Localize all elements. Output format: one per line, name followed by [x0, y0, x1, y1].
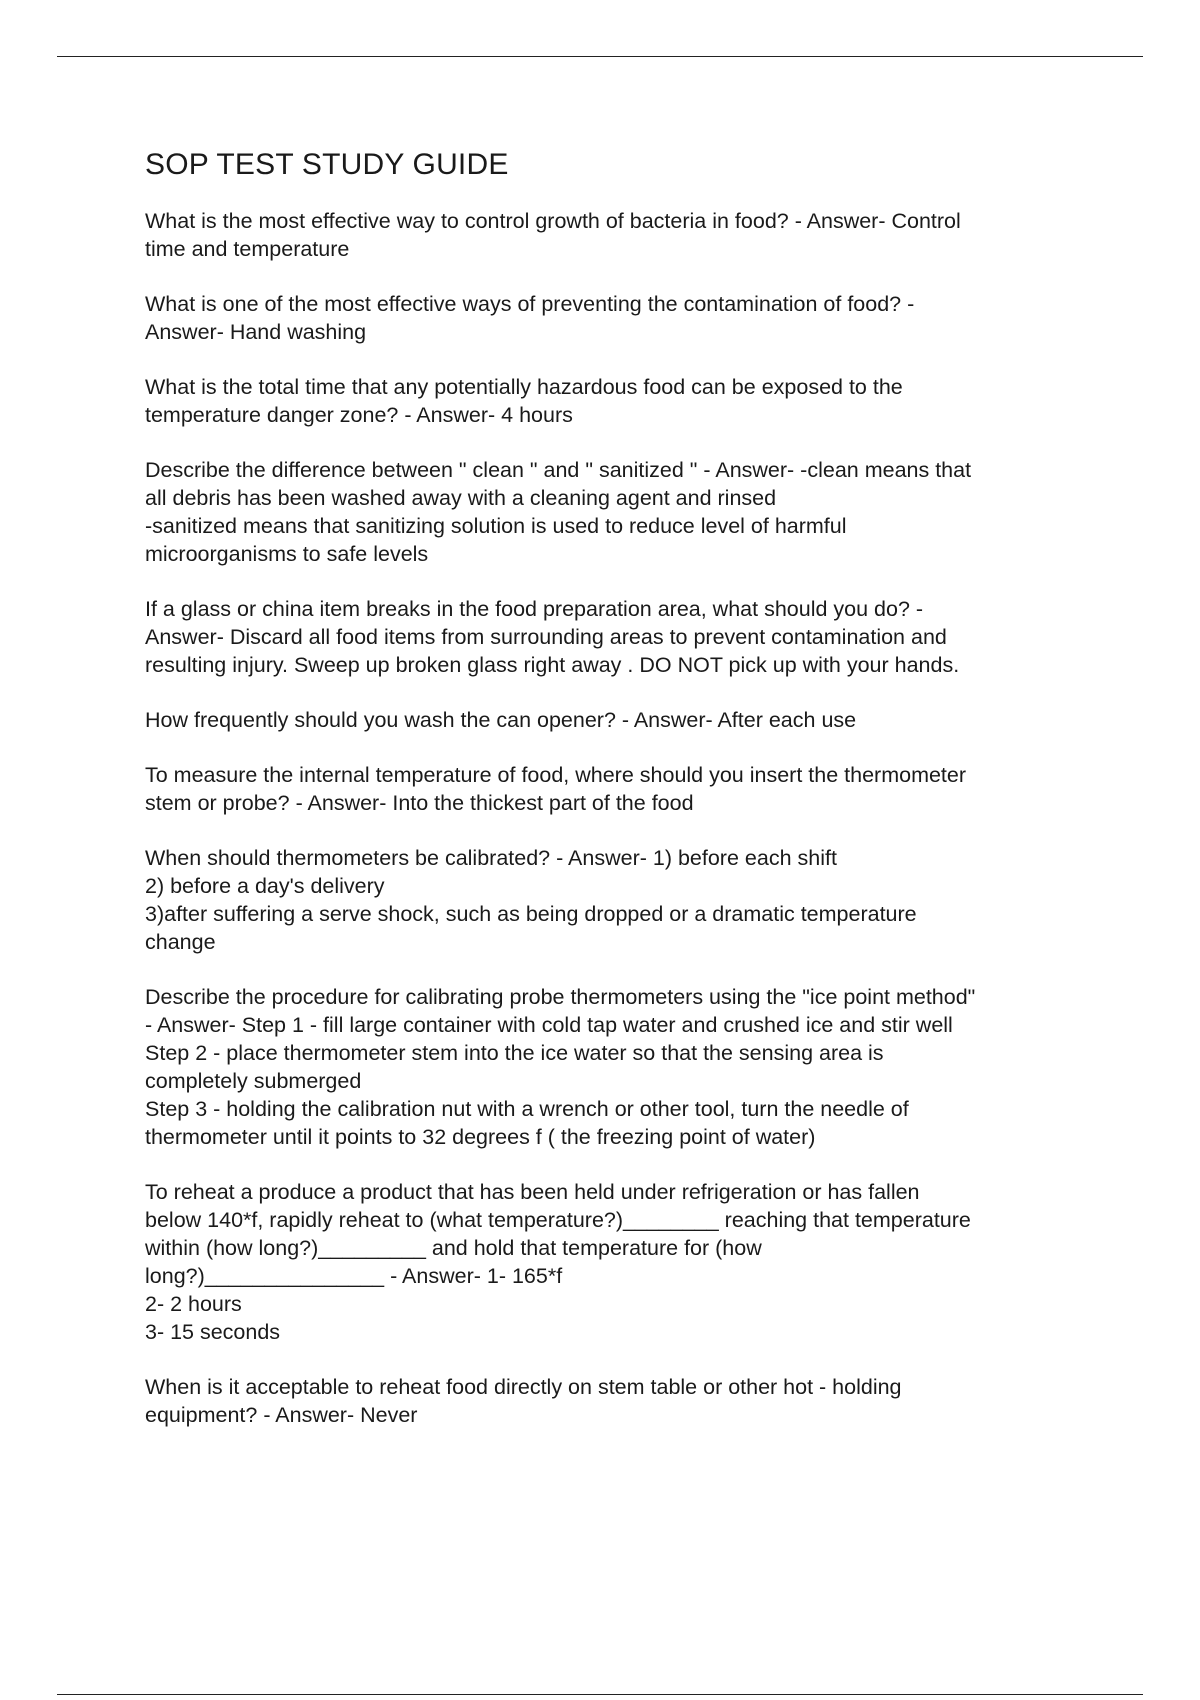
qa-line: equipment? - Answer- Never	[145, 1403, 418, 1427]
qa-line: time and temperature	[145, 237, 350, 261]
qa-line: What is one of the most effective ways of preventing the contamination of food? -	[145, 292, 915, 316]
qa-item	[145, 595, 1085, 679]
qa-item	[145, 456, 1085, 568]
qa-line: Answer- Discard all food items from surrounding areas to prevent contamination and	[145, 625, 947, 649]
qa-line: When should thermometers be calibrated? - Answer- 1) before each shift	[145, 846, 837, 870]
qa-line: What is the most effective way to control growth of bacteria in food? - Answer- Control	[145, 209, 961, 233]
qa-item	[145, 290, 1085, 346]
qa-line: When is it acceptable to reheat food directly on stem table or other hot - holding	[145, 1375, 902, 1399]
qa-line: thermometer until it points to 32 degrees f ( the freezing point of water)	[145, 1125, 816, 1149]
qa-line: resulting injury. Sweep up broken glass right away . DO NOT pick up with your hands.	[145, 653, 960, 677]
qa-line: temperature danger zone? - Answer- 4 hours	[145, 403, 573, 427]
qa-line: Step 3 - holding the calibration nut with a wrench or other tool, turn the needle of	[145, 1097, 909, 1121]
qa-line: Answer- Hand washing	[145, 320, 367, 344]
qa-line: 3)after suffering a serve shock, such as being dropped or a dramatic temperature	[145, 902, 917, 926]
qa-line: Describe the difference between " clean " and " sanitized " - Answer- -clean means that	[145, 458, 972, 482]
qa-line: below 140*f, rapidly reheat to (what temperature?)________ reaching that temperature	[145, 1208, 971, 1232]
qa-line: stem or probe? - Answer- Into the thickest part of the food	[145, 791, 694, 815]
qa-line: To measure the internal temperature of food, where should you insert the thermometer	[145, 763, 967, 787]
qa-line: long?)_______________ - Answer- 1- 165*f	[145, 1264, 563, 1288]
qa-line: 3- 15 seconds	[145, 1320, 281, 1344]
header-rule	[57, 56, 1143, 57]
qa-item	[145, 1178, 1085, 1346]
qa-line: -sanitized means that sanitizing solution is used to reduce level of harmful	[145, 514, 847, 538]
qa-line: What is the total time that any potentially hazardous food can be exposed to the	[145, 375, 903, 399]
qa-line: microorganisms to safe levels	[145, 542, 429, 566]
qa-item	[145, 983, 1085, 1151]
qa-item	[145, 706, 1085, 734]
qa-line: - Answer- Step 1 - fill large container with cold tap water and crushed ice and stir well	[145, 1013, 953, 1037]
qa-item	[145, 373, 1085, 429]
qa-line: 2- 2 hours	[145, 1292, 242, 1316]
qa-line: To reheat a produce a product that has been held under refrigeration or has fallen	[145, 1180, 920, 1204]
qa-line: Describe the procedure for calibrating probe thermometers using the "ice point method"	[145, 985, 976, 1009]
qa-item	[145, 844, 1085, 956]
qa-line: completely submerged	[145, 1069, 362, 1093]
qa-item	[145, 207, 1085, 263]
qa-item	[145, 761, 1085, 817]
footer-rule	[57, 1694, 1143, 1695]
qa-line: Step 2 - place thermometer stem into the ice water so that the sensing area is	[145, 1041, 884, 1065]
qa-item	[145, 1373, 1085, 1429]
qa-line: within (how long?)_________ and hold that temperature for (how	[145, 1236, 762, 1260]
qa-line: How frequently should you wash the can opener? - Answer- After each use	[145, 708, 857, 732]
qa-line: all debris has been washed away with a cleaning agent and rinsed	[145, 486, 777, 510]
page-title: SOP TEST STUDY GUIDE	[145, 148, 509, 181]
document-body	[145, 143, 1085, 1456]
qa-line: If a glass or china item breaks in the food preparation area, what should you do? -	[145, 597, 924, 621]
qa-line: change	[145, 930, 216, 954]
qa-line: 2) before a day's delivery	[145, 874, 385, 898]
